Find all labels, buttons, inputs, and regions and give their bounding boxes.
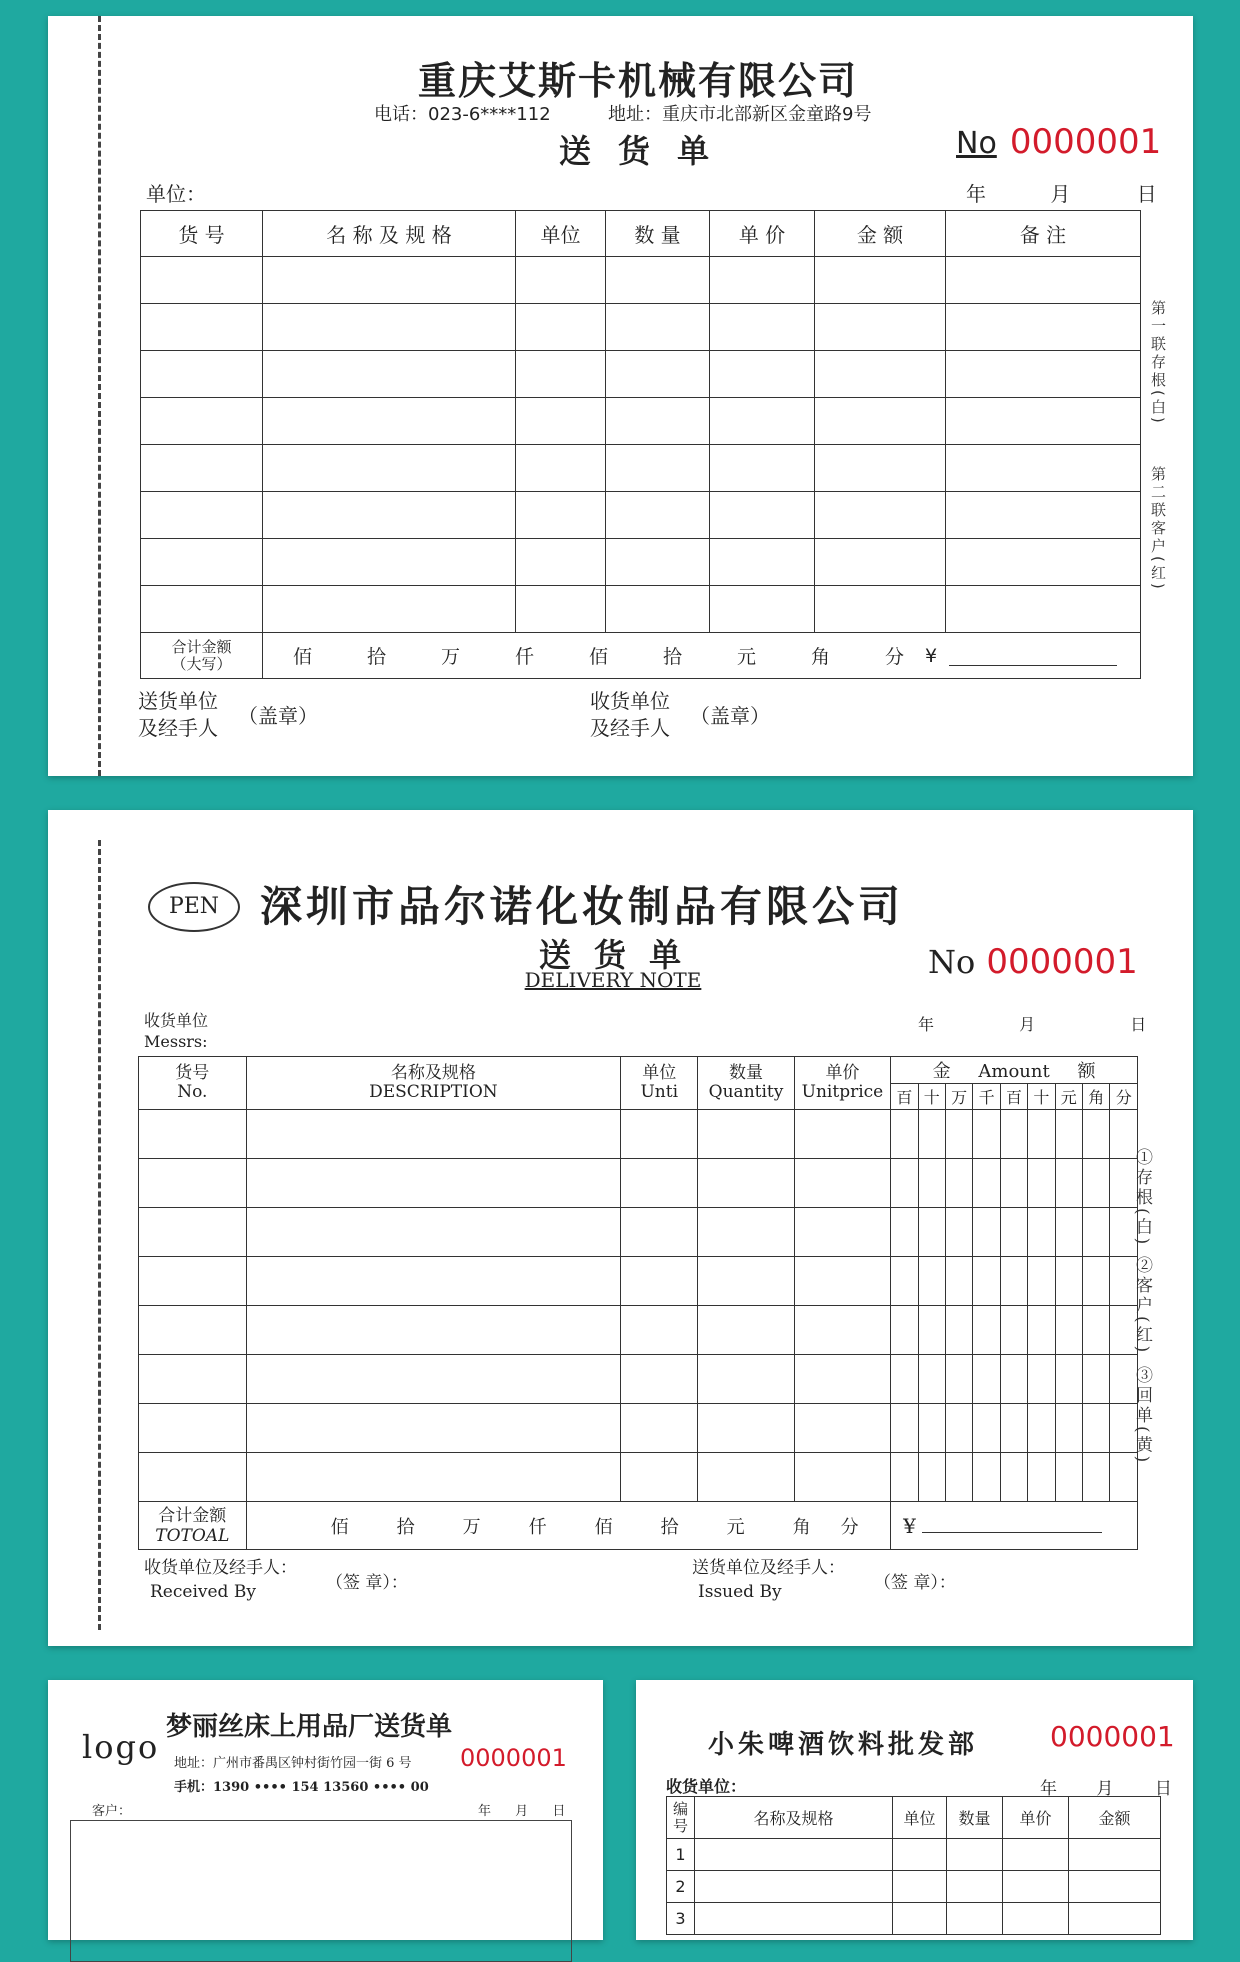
table-header-row bbox=[667, 1797, 1161, 1839]
receiver-field bbox=[144, 1010, 208, 1052]
digit-bai: 百 bbox=[891, 1084, 918, 1110]
total-label-line1: 合计金额 bbox=[171, 637, 232, 656]
total-label bbox=[139, 1502, 247, 1550]
table-row[interactable] bbox=[139, 1159, 1138, 1208]
header-unit-cn: 单位 bbox=[642, 1063, 677, 1083]
header-amount-cn-right: 额 bbox=[1077, 1061, 1096, 1082]
header-description: 名称及规格 bbox=[695, 1797, 893, 1839]
date-day: 日 bbox=[1130, 1015, 1147, 1034]
currency-symbol: ¥ bbox=[925, 644, 938, 667]
pen-logo bbox=[148, 882, 240, 932]
form-title: 送 货 单 bbox=[558, 132, 718, 170]
header-price: 单价 bbox=[1003, 1797, 1069, 1839]
table-row[interactable] bbox=[667, 1839, 1161, 1871]
receiver-label-en: Messrs: bbox=[144, 1032, 208, 1051]
serial-number-value: 0000001 bbox=[1009, 122, 1162, 162]
delivery-note-sheet-1 bbox=[48, 16, 1193, 776]
form-subtitle: DELIVERY NOTE bbox=[524, 968, 702, 992]
unit-wan: 万 bbox=[441, 646, 461, 668]
date-year: 年 bbox=[1040, 1779, 1057, 1799]
address-text: 地址：重庆市北部新区金童路9号 bbox=[608, 104, 872, 125]
row-number: 2 bbox=[667, 1871, 695, 1903]
unit-yuan: 元 bbox=[726, 1516, 745, 1538]
phone-text: 手机：1390 •••• 154 13560 •••• 00 bbox=[174, 1780, 429, 1795]
digit-fen: 分 bbox=[1110, 1084, 1138, 1110]
date-month: 月 bbox=[1050, 182, 1071, 206]
header-unit-en: Unti bbox=[640, 1082, 679, 1102]
currency-symbol: ¥ bbox=[903, 1513, 916, 1538]
header-quantity-en: Quantity bbox=[708, 1082, 784, 1102]
form-title: 小朱啤酒饮料批发部 bbox=[708, 1730, 979, 1760]
side-copy-note-1: 第一联存根(白) bbox=[1149, 300, 1167, 426]
table-row[interactable] bbox=[141, 351, 1141, 398]
date-year: 年 bbox=[966, 182, 986, 206]
received-seal: （签 章）： bbox=[326, 1573, 408, 1593]
sender-label-2: 及经手人 bbox=[138, 716, 218, 740]
total-label-cn: 合计金额 bbox=[158, 1505, 227, 1526]
unit-bai2: 佰 bbox=[594, 1516, 613, 1538]
header-description: 名 称 及 规 格 bbox=[263, 211, 516, 257]
row-number: 1 bbox=[667, 1839, 695, 1871]
issued-seal: （签 章）： bbox=[874, 1573, 956, 1593]
header-item-no-en: No. bbox=[177, 1082, 208, 1102]
total-amount-figure[interactable] bbox=[891, 1502, 1138, 1550]
unit-bai: 佰 bbox=[330, 1516, 349, 1538]
header-quantity: 数 量 bbox=[606, 211, 710, 257]
date-fields bbox=[478, 1800, 565, 1819]
unit-shi: 拾 bbox=[396, 1516, 415, 1538]
serial-number-value: 0000001 bbox=[986, 942, 1138, 982]
table-row[interactable] bbox=[141, 492, 1141, 539]
header-quantity-cn: 数量 bbox=[729, 1063, 764, 1083]
table-row[interactable] bbox=[139, 1208, 1138, 1257]
receiver-label: 收货单位： bbox=[666, 1777, 747, 1796]
receiver-label-2: 及经手人 bbox=[590, 716, 670, 740]
unit-shi: 拾 bbox=[367, 646, 387, 668]
unit-qian: 仟 bbox=[528, 1516, 547, 1538]
perforation-line bbox=[98, 840, 101, 1630]
date-month: 月 bbox=[515, 1804, 529, 1819]
unit-yuan: 元 bbox=[737, 646, 757, 668]
header-remarks: 备 注 bbox=[946, 211, 1141, 257]
total-label-en: TOTOAL bbox=[155, 1525, 230, 1546]
table-header-row bbox=[139, 1057, 1138, 1084]
receiver-seal: （盖章） bbox=[690, 704, 770, 728]
serial-number bbox=[928, 942, 1138, 982]
unit-qian: 仟 bbox=[515, 646, 535, 668]
date-fields bbox=[966, 178, 1157, 207]
table-row[interactable] bbox=[141, 445, 1141, 492]
header-price bbox=[794, 1057, 890, 1110]
goods-table bbox=[140, 210, 1141, 679]
total-amount-words[interactable] bbox=[246, 1502, 891, 1550]
header-unit: 单位 bbox=[893, 1797, 947, 1839]
delivery-note-sheet-2 bbox=[48, 810, 1193, 1646]
company-name: 深圳市品尔诺化妆制品有限公司 bbox=[260, 882, 905, 931]
unit-bai: 佰 bbox=[293, 646, 313, 668]
issued-label-cn: 送货单位及经手人： bbox=[692, 1558, 845, 1578]
unit-fen: 分 bbox=[885, 646, 905, 668]
serial-number-value: 0000001 bbox=[1050, 1720, 1175, 1753]
total-amount-words[interactable] bbox=[263, 633, 1141, 679]
date-month: 月 bbox=[1019, 1015, 1036, 1034]
header-price: 单 价 bbox=[710, 211, 815, 257]
serial-number-value: 0000001 bbox=[460, 1744, 567, 1772]
header-quantity: 数量 bbox=[947, 1797, 1003, 1839]
table-row[interactable] bbox=[667, 1871, 1161, 1903]
total-label-line2: （大写） bbox=[171, 654, 232, 673]
date-month: 月 bbox=[1096, 1779, 1114, 1799]
digit-wan: 万 bbox=[945, 1084, 972, 1110]
delivery-note-sheet-4 bbox=[636, 1680, 1193, 1940]
header-item-no bbox=[139, 1057, 247, 1110]
side-copy-note-3: ③回单(黄) bbox=[1132, 1366, 1152, 1466]
received-label-cn: 收货单位及经手人： bbox=[144, 1558, 297, 1578]
header-item-no-cn: 货号 bbox=[175, 1063, 210, 1083]
header-item-no: 货 号 bbox=[141, 211, 263, 257]
receiver-label-cn: 收货单位 bbox=[144, 1011, 209, 1030]
sender-signature bbox=[138, 688, 218, 742]
receiver-label-1: 收货单位 bbox=[590, 689, 670, 713]
table-row[interactable] bbox=[141, 586, 1141, 633]
header-description-cn: 名称及规格 bbox=[390, 1063, 476, 1083]
delivery-note-sheet-3 bbox=[48, 1680, 603, 1940]
header-amount-cn-left: 金 bbox=[932, 1061, 951, 1082]
goods-table bbox=[138, 1056, 1138, 1550]
digit-qian: 千 bbox=[973, 1084, 1000, 1110]
side-copy-note-1: ①存根(白) bbox=[1132, 1148, 1152, 1248]
header-amount: 金 额 bbox=[815, 211, 946, 257]
form-title: 梦丽丝床上用品厂送货单 bbox=[166, 1712, 453, 1742]
form-title: 送 货 单 bbox=[538, 936, 688, 974]
goods-table bbox=[666, 1796, 1161, 1935]
unit-jiao: 角 bbox=[811, 646, 831, 668]
total-row bbox=[141, 633, 1141, 679]
issued-by bbox=[692, 1556, 845, 1604]
total-label bbox=[141, 633, 263, 679]
sender-seal: （盖章） bbox=[238, 704, 318, 728]
table-row[interactable] bbox=[139, 1355, 1138, 1404]
unit-label: 单位： bbox=[146, 182, 206, 206]
serial-number-label: No bbox=[956, 126, 997, 161]
table-row[interactable] bbox=[141, 304, 1141, 351]
total-amount-line[interactable] bbox=[949, 645, 1117, 666]
header-amount bbox=[891, 1057, 1138, 1084]
issued-label-en: Issued By bbox=[698, 1582, 782, 1602]
header-price-cn: 单价 bbox=[825, 1063, 860, 1083]
date-year: 年 bbox=[918, 1015, 935, 1034]
date-day: 日 bbox=[1154, 1779, 1172, 1799]
total-amount-line[interactable] bbox=[922, 1514, 1102, 1533]
serial-number bbox=[956, 122, 1161, 162]
header-description bbox=[246, 1057, 621, 1110]
table-header-row bbox=[141, 211, 1141, 257]
header-price-en: Unitprice bbox=[801, 1082, 884, 1102]
row-number: 3 bbox=[667, 1903, 695, 1935]
goods-table bbox=[70, 1820, 572, 1962]
digit-bai2: 百 bbox=[1000, 1084, 1027, 1110]
header-unit bbox=[621, 1057, 698, 1110]
received-label-en: Received By bbox=[150, 1582, 256, 1602]
table-row[interactable] bbox=[139, 1110, 1138, 1159]
unit-fen: 分 bbox=[840, 1516, 859, 1538]
digit-yuan: 元 bbox=[1055, 1084, 1082, 1110]
side-copy-note-2: 第二联客户(红) bbox=[1149, 466, 1167, 592]
total-row bbox=[139, 1502, 1138, 1550]
table-row[interactable] bbox=[141, 398, 1141, 445]
date-day: 日 bbox=[1136, 182, 1157, 206]
side-copy-note-2: ②客户(红) bbox=[1132, 1256, 1152, 1356]
table-row[interactable] bbox=[139, 1453, 1138, 1502]
received-by bbox=[144, 1556, 297, 1604]
header-description-en: DESCRIPTION bbox=[369, 1082, 498, 1102]
receiver-signature bbox=[590, 688, 670, 742]
table-row[interactable] bbox=[139, 1257, 1138, 1306]
unit-bai2: 佰 bbox=[589, 646, 609, 668]
header-number: 编号 bbox=[667, 1797, 695, 1839]
header-amount: 金额 bbox=[1069, 1797, 1161, 1839]
unit-shi2: 拾 bbox=[663, 646, 683, 668]
date-fields bbox=[918, 1012, 1146, 1035]
table-row[interactable] bbox=[139, 1404, 1138, 1453]
table-row[interactable] bbox=[141, 257, 1141, 304]
serial-number-label: No bbox=[928, 943, 976, 981]
address-text: 地址：广州市番禺区钟村街竹园一街 6 号 bbox=[174, 1756, 412, 1771]
table-row[interactable] bbox=[141, 539, 1141, 586]
digit-shi: 十 bbox=[918, 1084, 945, 1110]
table-row[interactable] bbox=[139, 1306, 1138, 1355]
table-row[interactable] bbox=[667, 1903, 1161, 1935]
unit-shi2: 拾 bbox=[660, 1516, 679, 1538]
company-name: 重庆艾斯卡机械有限公司 bbox=[417, 59, 858, 103]
unit-wan: 万 bbox=[462, 1516, 481, 1538]
header-amount-en: Amount bbox=[978, 1061, 1050, 1082]
logo-placeholder: logo bbox=[82, 1728, 160, 1766]
digit-shi2: 十 bbox=[1028, 1084, 1055, 1110]
header-unit: 单位 bbox=[516, 211, 606, 257]
logo-text: PEN bbox=[168, 894, 220, 919]
phone-text: 电话：023-6****112 bbox=[374, 104, 551, 125]
digit-jiao: 角 bbox=[1083, 1084, 1110, 1110]
customer-label: 客户： bbox=[92, 1804, 132, 1819]
date-day: 日 bbox=[552, 1804, 566, 1819]
unit-jiao: 角 bbox=[792, 1516, 811, 1538]
header-quantity bbox=[698, 1057, 794, 1110]
date-year: 年 bbox=[478, 1804, 492, 1819]
sender-label-1: 送货单位 bbox=[138, 689, 218, 713]
